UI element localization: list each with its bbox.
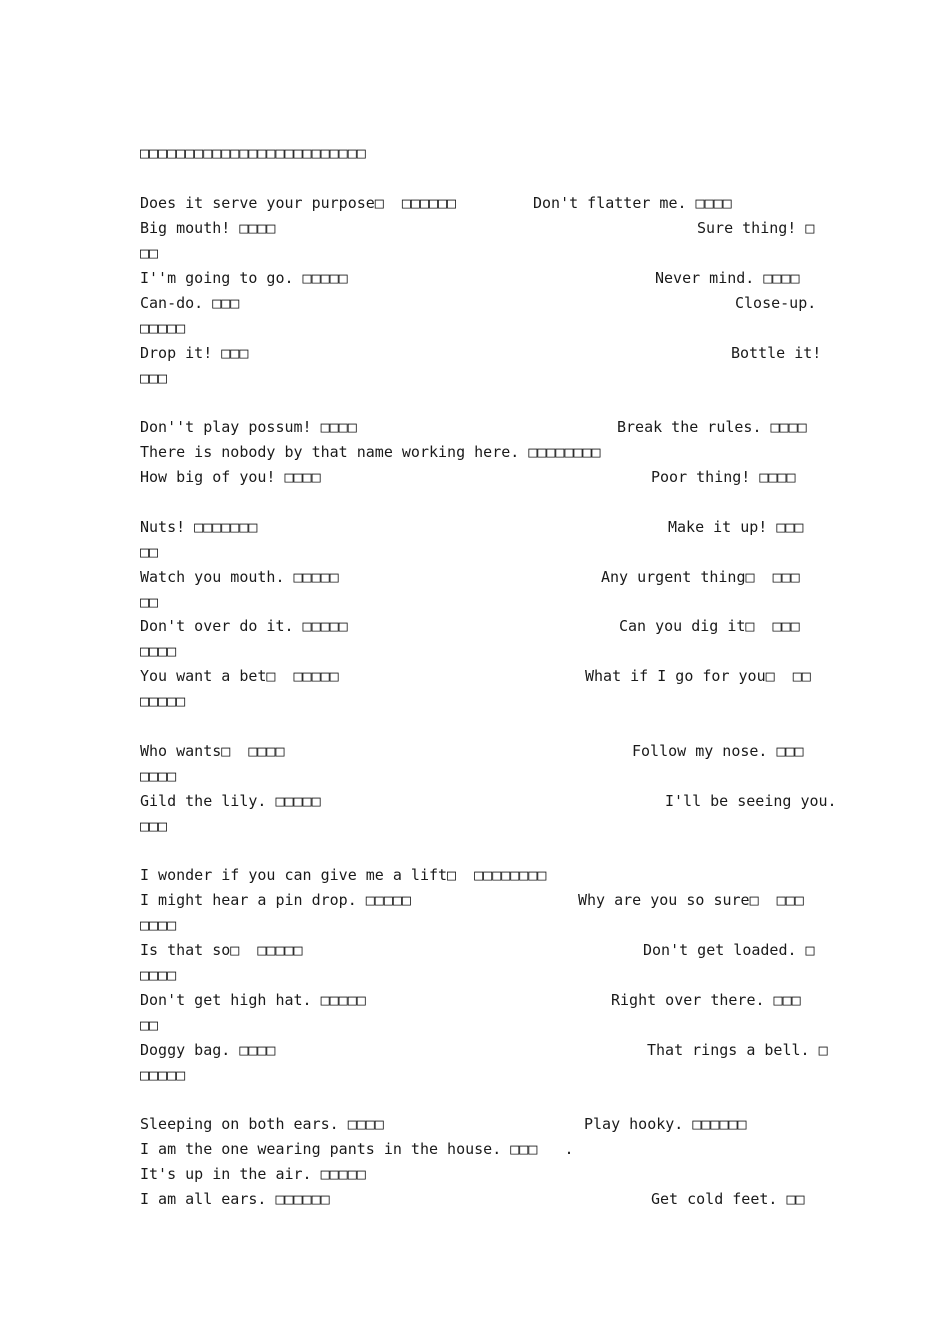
phrase-right: Play hooky. □□□□□□ xyxy=(584,1115,747,1133)
phrase-right: What if I go for you□ □□ xyxy=(585,667,811,685)
phrase-wrap: □□□ xyxy=(140,817,168,835)
phrase-left: I''m going to go. □□□□□ xyxy=(140,269,348,287)
phrase-left: Nuts! □□□□□□□ xyxy=(140,518,258,536)
phrase-left: Drop it! □□□ xyxy=(140,344,249,362)
phrase-right: Follow my nose. □□□ xyxy=(632,742,804,760)
document-title: □□□□□□□□□□□□□□□□□□□□□□□□□ xyxy=(140,144,366,162)
phrase-wrap: □□□□□ xyxy=(140,692,186,710)
phrase-left: It's up in the air. □□□□□ xyxy=(140,1165,366,1183)
phrase-right: Any urgent thing□ □□□ xyxy=(601,568,800,586)
phrase-left: How big of you! □□□□ xyxy=(140,468,321,486)
phrase-right: Close-up. xyxy=(735,294,817,312)
phrase-right: Poor thing! □□□□ xyxy=(651,468,796,486)
phrase-right: Get cold feet. □□ xyxy=(651,1190,805,1208)
phrase-left: Doggy bag. □□□□ xyxy=(140,1041,276,1059)
phrase-left: Gild the lily. □□□□□ xyxy=(140,792,321,810)
phrase-wrap: □□ xyxy=(140,1016,159,1034)
phrase-left: You want a bet□ □□□□□ xyxy=(140,667,339,685)
phrase-left: I wonder if you can give me a lift□ □□□□□□□□ xyxy=(140,866,547,884)
phrase-wrap: □□□□ xyxy=(140,916,177,934)
phrase-wrap: □□□□□ xyxy=(140,1066,186,1084)
phrase-wrap: □□ xyxy=(140,244,159,262)
phrase-right: Make it up! □□□ xyxy=(668,518,804,536)
phrase-right: Don't get loaded. □ xyxy=(643,941,815,959)
phrase-right: That rings a bell. □ xyxy=(647,1041,828,1059)
phrase-left: Sleeping on both ears. □□□□ xyxy=(140,1115,384,1133)
phrase-right: Bottle it! xyxy=(731,344,822,362)
phrase-wrap: □□□□□ xyxy=(140,319,186,337)
phrase-right: I'll be seeing you. xyxy=(665,792,837,810)
phrase-left: I am the one wearing pants in the house. □□□ . xyxy=(140,1140,574,1158)
phrase-left: I am all ears. □□□□□□ xyxy=(140,1190,330,1208)
phrase-left: Don't get high hat. □□□□□ xyxy=(140,991,366,1009)
phrase-left: There is nobody by that name working here. □□□□□□□□ xyxy=(140,443,601,461)
phrase-left: Watch you mouth. □□□□□ xyxy=(140,568,339,586)
phrase-right: Never mind. □□□□ xyxy=(655,269,800,287)
phrase-left: Does it serve your purpose□ □□□□□□ xyxy=(140,194,457,212)
phrase-wrap: □□ xyxy=(140,593,159,611)
phrase-right: Break the rules. □□□□ xyxy=(617,418,807,436)
phrase-left: Don''t play possum! □□□□ xyxy=(140,418,357,436)
phrase-left: Big mouth! □□□□ xyxy=(140,219,276,237)
phrase-left: Don't over do it. □□□□□ xyxy=(140,617,348,635)
phrase-right: Why are you so sure□ □□□ xyxy=(578,891,804,909)
phrase-wrap: □□□ xyxy=(140,369,168,387)
phrase-right: Right over there. □□□ xyxy=(611,991,801,1009)
phrase-left: Can-do. □□□ xyxy=(140,294,240,312)
phrase-right: Can you dig it□ □□□ xyxy=(619,617,800,635)
phrase-right: Don't flatter me. □□□□ xyxy=(533,194,732,212)
phrase-left: I might hear a pin drop. □□□□□ xyxy=(140,891,411,909)
phrase-wrap: □□□□ xyxy=(140,966,177,984)
phrase-right: Sure thing! □ xyxy=(697,219,815,237)
phrase-wrap: □□□□ xyxy=(140,767,177,785)
phrase-left: Is that so□ □□□□□ xyxy=(140,941,303,959)
phrase-wrap: □□ xyxy=(140,543,159,561)
phrase-left: Who wants□ □□□□ xyxy=(140,742,285,760)
phrase-wrap: □□□□ xyxy=(140,642,177,660)
